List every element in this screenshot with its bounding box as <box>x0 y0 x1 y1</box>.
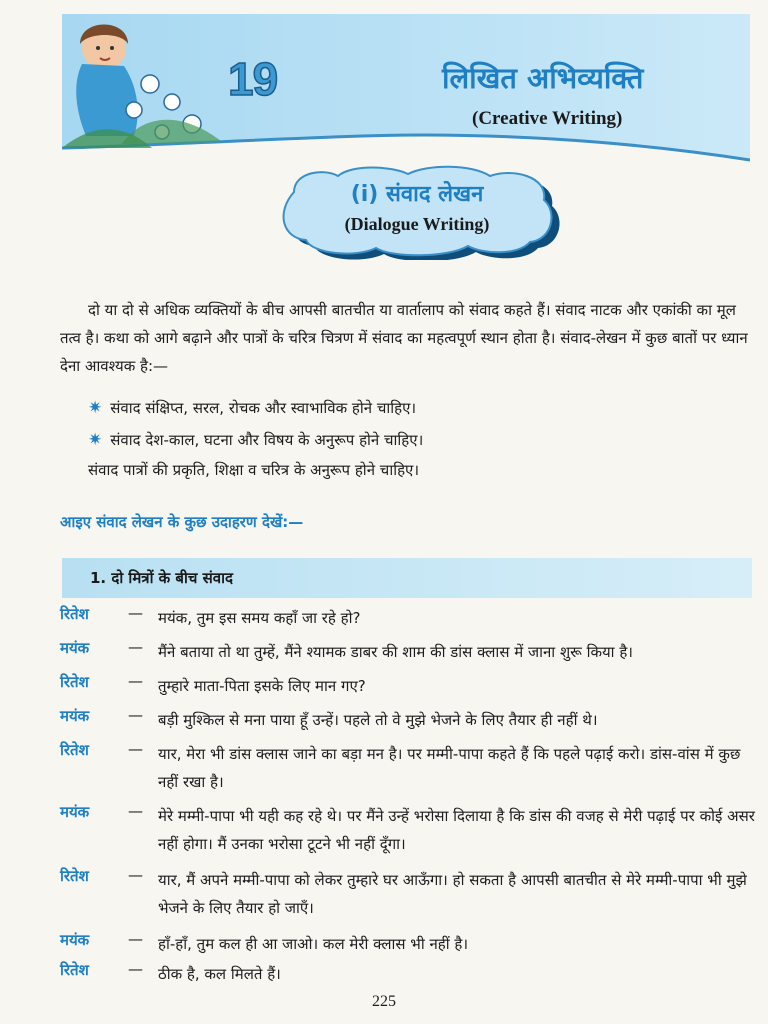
speaker-name: रितेश <box>60 961 89 979</box>
speaker-name: रितेश <box>60 673 89 691</box>
dash: — <box>128 706 143 724</box>
intro-paragraph: दो या दो से अधिक व्यक्तियों के बीच आपसी बातचीत या वार्तालाप को संवाद कहते हैं। संवाद नाटक और एकांकी का मूल तत्व है। कथा को आगे बढ़ाने और पात्रों के चरित्र चित्रण में संवाद का महत्वपूर्ण स्थान होता है। संवाद-लेखन में कुछ बातों पर ध्यान देना आवश्यक है:— <box>60 301 748 375</box>
dash: — <box>128 672 143 690</box>
dash: — <box>128 740 143 758</box>
banner-background <box>62 14 750 162</box>
page-number: 225 <box>372 993 396 1010</box>
dash: — <box>128 866 143 884</box>
dialogue-title-band: 1. दो मित्रों के बीच संवाद <box>62 558 752 598</box>
speech-text: मेरे मम्मी-पापा भी यही कह रहे थे। पर मैंने उन्हें भरोसा दिलाया है कि डांस की वजह से मेरी पढ़ाई पर कोई असर नहीं होगा। मैं उनका भरोसा टूटने भी नहीं दूँगा। <box>158 807 755 853</box>
speech-text: तुम्हारे माता-पिता इसके लिए मान गए? <box>158 677 366 695</box>
bullet-text: संवाद संक्षिप्त, सरल, रोचक और स्वाभाविक होने चाहिए। <box>110 399 417 417</box>
chapter-number: 19 <box>228 53 278 105</box>
guideline-text: संवाद पात्रों की प्रकृति, शिक्षा व चरित्र के अनुरूप होने चाहिए। <box>88 461 420 479</box>
speaker-name: मयंक <box>60 707 90 725</box>
speech-text: हाँ-हाँ, तुम कल ही आ जाओ। कल मेरी क्लास भी नहीं है। <box>158 935 469 953</box>
cloud-shape <box>272 162 562 260</box>
asterisk-bullet-icon: ✷ <box>88 430 103 450</box>
bullet-item <box>88 428 423 452</box>
asterisk-bullet-icon: ✷ <box>88 398 103 418</box>
speaker-name: मयंक <box>60 931 90 949</box>
speech-text: ठीक है, कल मिलते हैं। <box>158 965 281 983</box>
dash: — <box>128 930 143 948</box>
bullet-text: संवाद देश-काल, घटना और विषय के अनुरूप होने चाहिए। <box>110 431 424 449</box>
speech-text: मयंक, तुम इस समय कहाँ जा रहे हो? <box>158 609 361 627</box>
dash: — <box>128 960 143 978</box>
examples-heading: आइए संवाद लेखन के कुछ उदाहरण देखें:— <box>60 513 304 531</box>
speaker-name: रितेश <box>60 867 89 885</box>
chapter-subtitle: (Creative Writing) <box>472 108 623 129</box>
speech-text: बड़ी मुश्किल से मना पाया हूँ उन्हें। पहले तो वे मुझे भेजने के लिए तैयार ही नहीं थे। <box>158 711 598 729</box>
dash: — <box>128 604 143 622</box>
dash: — <box>128 638 143 656</box>
dash: — <box>128 802 143 820</box>
speech-text: यार, मेरा भी डांस क्लास जाने का बड़ा मन है। पर मम्मी-पापा कहते हैं कि पहले पढ़ाई करो। डांस-वांस में कुछ नहीं रखा है। <box>158 745 741 791</box>
speech-text: यार, मैं अपने मम्मी-पापा को लेकर तुम्हारे घर आऊँगा। हो सकता है आपसी बातचीत से मेरे मम्मी-पापा भी मुझे भेजने के लिए तैयार हो जाएँ। <box>158 871 747 917</box>
speaker-name: रितेश <box>60 605 89 623</box>
speech-text: मैंने बताया तो था तुम्हें, मैंने श्यामक डाबर की शाम की डांस क्लास में जाना शुरू किया है। <box>158 643 633 661</box>
section-title-cloud <box>272 162 562 260</box>
speaker-name: मयंक <box>60 639 90 657</box>
speaker-name: मयंक <box>60 803 90 821</box>
chapter-banner <box>62 14 750 162</box>
section-title: (i) संवाद लेखन <box>350 182 484 207</box>
section-subtitle: (Dialogue Writing) <box>344 214 490 234</box>
speaker-name: रितेश <box>60 741 89 759</box>
bullet-item <box>88 396 416 420</box>
chapter-title: लिखित अभिव्यक्ति <box>442 61 644 95</box>
